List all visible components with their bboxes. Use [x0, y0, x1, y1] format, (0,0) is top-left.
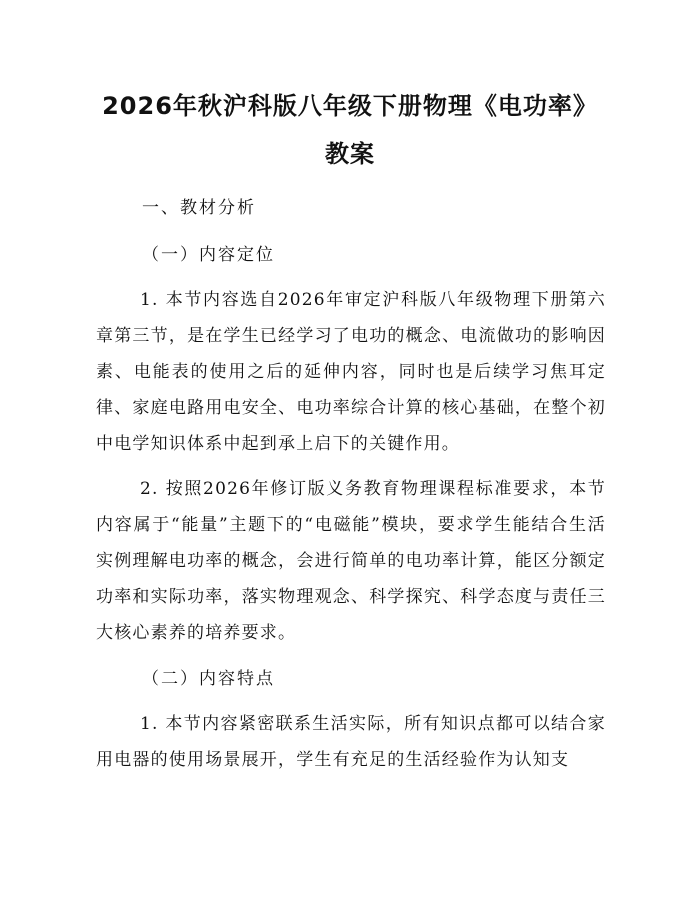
section-heading-textbook-analysis: 一、教材分析 [142, 198, 256, 218]
document-title: 2026年秋沪科版八年级下册物理《电功率》 [102, 92, 598, 120]
subsection-heading-content-features: （二）内容特点 [142, 669, 275, 689]
paragraph-content-positioning-2: 2. 按照2026年修订版义务教育物理课程标准要求，本节内容属于“能量”主题下的“电磁能”模块，要求学生能结合生活实例理解电功率的概念，会进行简单的电功率计算，能区分额定功率和实际功率，落实物理观念、科学探究、科学态度与责任三大核心素养的培养要求。 [96, 479, 606, 643]
paragraph-content-features-1: 1. 本节内容紧密联系生活实际，所有知识点都可以结合家用电器的使用场景展开，学生有充足的生活经验作为认知支 [96, 714, 606, 770]
document-title-continued: 教案 [325, 140, 375, 168]
paragraph-content-positioning-1: 1. 本节内容选自2026年审定沪科版八年级物理下册第六章第三节，是在学生已经学习了电功的概念、电流做功的影响因素、电能表的使用之后的延伸内容，同时也是后续学习焦耳定律、家庭电路用电安全、电功率综合计算的核心基础，在整个初中电学知识体系中起到承上启下的关键作用。 [96, 290, 606, 454]
subsection-heading-content-positioning: （一）内容定位 [142, 245, 275, 265]
